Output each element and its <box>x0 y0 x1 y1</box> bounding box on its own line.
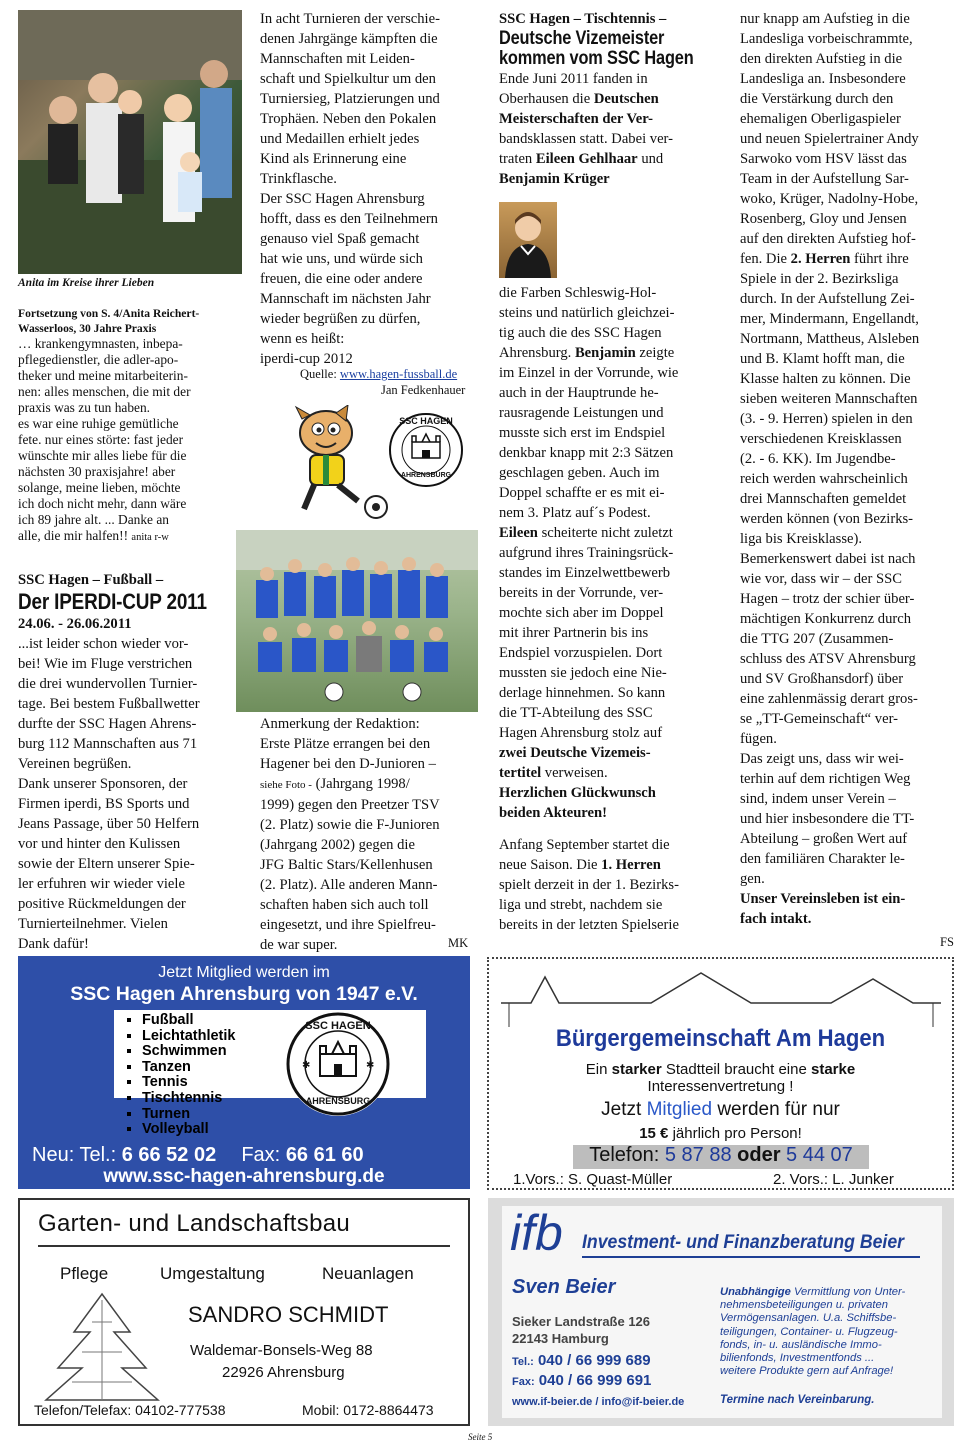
text-line: mer, Mindermann, Engellandt, <box>740 311 919 327</box>
text-line <box>720 1286 940 1299</box>
bg-line-3c: werden für nur <box>717 1099 840 1120</box>
text-line: mochte sich aber im Doppel <box>499 605 664 621</box>
text-line: nen: alles menschen, die mit der <box>18 384 191 399</box>
text-line: Hagen – trotz der schier über- <box>740 591 915 607</box>
text-line <box>499 743 729 763</box>
sport-item: ▪ Schwimmen <box>142 1044 235 1060</box>
text-line: wenn es heißt: <box>260 331 345 347</box>
ifb-fax <box>512 1372 651 1389</box>
inline-text: Eileen Gehlhaar <box>535 151 638 167</box>
bg-line-2: Interessenvertretung ! <box>647 1078 794 1095</box>
photo-caption: Anita im Kreise ihrer Lieben <box>18 277 155 289</box>
text-line: steins und natürlich gleichzei- <box>499 305 675 321</box>
svg-text:✱: ✱ <box>302 1060 311 1071</box>
text-line: fonds, in- u. ausländische Immo- <box>720 1338 882 1351</box>
continuation-body <box>18 336 248 546</box>
text-line: und hier insbesondere die TT- <box>740 811 915 827</box>
ifb-tel-label: Tel.: <box>512 1356 534 1368</box>
text-line: standes im Einzelwettbewerb <box>499 565 671 581</box>
sports-list <box>122 1013 235 1138</box>
ssc-membership-ad <box>18 956 470 1189</box>
text-line: Turniersieg, Platzierungen und <box>260 91 440 107</box>
roofline-drawing <box>501 969 941 1029</box>
tt-intro <box>499 69 724 189</box>
text-line: und neuen Spielertrainer Andy <box>740 131 919 147</box>
bg-line-4a: 15 € <box>639 1125 669 1142</box>
text-line: Dank unserer Sponsoren, der <box>18 776 188 792</box>
phone-label: Neu: Tel.: <box>32 1144 117 1166</box>
text-line: bandsklassen statt. Dabei ver- <box>499 131 673 147</box>
inline-text: Deutschen <box>593 91 659 107</box>
article-date: 24.06. - 26.06.2011 <box>18 616 132 632</box>
bg-phone-2: 5 44 07 <box>786 1144 853 1166</box>
source-link[interactable]: www.hagen-fussball.de <box>339 367 458 381</box>
text-line: teiligungen, Container- u. Flugzeug- <box>720 1325 898 1338</box>
tt-headline-1: Deutsche Vizemeister <box>499 28 665 49</box>
player-photo <box>499 202 557 278</box>
text-line: denen Jahrgänge kämpften die <box>260 31 438 47</box>
text-line: se „TT-Gemeinschaft“ ver- <box>740 711 899 727</box>
garten-ad <box>18 1198 470 1426</box>
text-line: Erste Plätze errangen bei den <box>260 736 431 752</box>
sport-item: ▪ Tischtennis <box>142 1091 235 1107</box>
bg-line-4b: jährlich pro Person! <box>672 1125 802 1142</box>
text-line: genauso viel Spaß gemacht <box>260 231 420 247</box>
inline-text: Unabhängige <box>720 1286 791 1298</box>
text-line: durch. In der Aufstellung Zei- <box>740 291 915 307</box>
text-line: Hagener bei den D-Junioren – <box>260 756 436 772</box>
text-line: Landesliga vorbeischrammte, <box>740 31 913 47</box>
text-line: mussten sie jedoch eine Nie- <box>499 665 667 681</box>
text-line: Endspiel vorzuspielen. Dort <box>499 645 663 661</box>
garten-city: 22926 Ahrensburg <box>222 1364 345 1381</box>
tt-body-continued <box>740 9 965 889</box>
inline-text: führt ihre <box>854 251 909 267</box>
text-line: die TTG 207 (Zusammen- <box>740 631 894 647</box>
text-line: eingesetzt, und ihre Spielfreu- <box>260 917 436 933</box>
text-line: derlage hinnehmen. So kann <box>499 685 666 701</box>
source-line <box>300 367 457 382</box>
bg-line-3 <box>489 1099 952 1121</box>
ifb-web[interactable]: www.if-beier.de / info@if-beier.de <box>512 1396 685 1408</box>
text-line: Rosenberg, Gloy und Jensen <box>740 211 907 227</box>
football-mascot-icon <box>276 405 388 525</box>
text-line: woko, Krüger, Nadolny-Hobe, <box>740 191 919 207</box>
text-line: liga und strebt, nachdem sie <box>499 897 663 913</box>
tt-sign: FS <box>940 935 954 949</box>
text-line: weitere Produkte gern auf Anfrage! <box>720 1365 894 1378</box>
article-headline: Der IPERDI-CUP 2011 <box>18 589 207 614</box>
inline-text: (Jahrgang 1998/ <box>315 776 410 792</box>
text-line: aufgrund ihres Trainingsrück- <box>499 545 674 561</box>
text-line: sowie der Eltern unserer Spie- <box>18 856 195 872</box>
inline-text: verweisen. <box>544 765 608 781</box>
bg-line-3b: Mitglied <box>646 1099 713 1120</box>
text-line: JFG Baltic Stars/Kellenhusen <box>260 857 433 873</box>
logo-text-bottom: AHRENSBURG <box>400 472 452 479</box>
tt-article-continued <box>740 9 965 929</box>
inline-text: 1. Herren <box>601 857 661 873</box>
group-photo-illustration <box>18 10 242 274</box>
text-line: eine zahlenmässig derart gros- <box>740 691 918 707</box>
text-line: den direkten Aufstieg in die <box>740 51 903 67</box>
tt-headline-2: kommen vom SSC Hagen <box>499 48 694 69</box>
text-line: hofft, dass es den Teilnehmern <box>260 211 438 227</box>
buergergemeinschaft-ad <box>487 957 954 1190</box>
text-line: Das zeigt uns, dass wir wei- <box>740 751 904 767</box>
bg-line-1 <box>489 1061 952 1078</box>
ad-line-1: Jetzt Mitglied werden im <box>158 964 330 981</box>
garten-service-2: Umgestaltung <box>160 1264 265 1283</box>
text-line: solange, meine lieben, möchte <box>18 480 181 495</box>
text-line: nächsten 30 praxisjahre! aber <box>18 464 176 479</box>
text-line: Ahrensburg. Benjamin zeigte <box>499 345 675 361</box>
text-line: 1999) gegen den Preetzer TSV <box>260 797 440 813</box>
ifb-description <box>720 1286 940 1378</box>
text-line: nem 3. Platz auf´s Podest. <box>499 505 651 521</box>
text-line: freuen, die eine oder andere <box>260 271 423 287</box>
tt-season <box>499 835 729 935</box>
text-line: Vereinen begrüßen. <box>18 756 132 772</box>
ad-logo-bottom: AHRENSBURG <box>305 1096 371 1106</box>
text-line: bei! Wie im Fluge verstrichen <box>18 656 193 672</box>
text-line: tig auch die des SSC Hagen <box>499 325 662 341</box>
ifb-city: 22143 Hamburg <box>512 1331 609 1346</box>
bg-line-1a: Ein <box>585 1061 608 1078</box>
inline-text: und <box>641 151 664 167</box>
garten-service-3: Neuanlagen <box>322 1264 414 1283</box>
text-line: wieder begrüßen zu dürfen, <box>260 311 421 327</box>
bg-phone <box>573 1144 869 1167</box>
text-line: tage. Bei bestem Fußballwetter <box>18 696 200 712</box>
text-line: und SV Großhansdorf) über <box>740 671 904 687</box>
ifb-name: Sven Beier <box>512 1276 616 1298</box>
text-line: nur knapp am Aufstieg in die <box>740 11 910 27</box>
inline-text: Benjamin <box>574 345 636 361</box>
ifb-termine: Termine nach Vereinbarung. <box>720 1394 875 1406</box>
sport-item: ▪ Tanzen <box>142 1060 235 1076</box>
ifb-fax-number: 040 / 66 999 691 <box>538 1372 652 1389</box>
text-line: Anfang September startet die <box>499 837 670 853</box>
inline-text: Vermittlung von Unter- <box>793 1286 906 1298</box>
text-line: die TT-Abteilung des SSC <box>499 705 653 721</box>
text-line: Vermögensanlagen. U.a. Schiffsbe- <box>720 1312 897 1325</box>
text-line: ...ist leider schon wieder vor- <box>18 636 189 652</box>
text-line: hat wie uns, und würde sich <box>260 251 423 267</box>
text-line: (Jahrgang 2002) gegen die <box>260 837 415 853</box>
text-line: theker und meine mitarbeiterin- <box>18 368 188 383</box>
bg-phone-oder: oder <box>737 1144 781 1166</box>
text-line: Sarwoko vom HSV lässt das <box>740 151 907 167</box>
article-author: Jan Fedkenhauer <box>381 383 466 397</box>
text-line: Dank dafür! <box>18 936 89 952</box>
text-line: schaften haben sich auch toll <box>260 897 429 913</box>
text-line <box>499 109 724 129</box>
sport-item: ▪ Fußball <box>142 1013 235 1029</box>
text-line: fügen. <box>740 731 777 747</box>
text-line: Mannschaften mit Leiden- <box>260 51 415 67</box>
text-line: spielt derzeit in der 1. Bezirks- <box>499 877 679 893</box>
text-line: den familiären Charakter le- <box>740 851 905 867</box>
text-line: Team in der Aufstellung Sar- <box>740 171 909 187</box>
text-line: Mannschaft im nächsten Jahr <box>260 291 431 307</box>
bg-line-1b: starker <box>611 1061 662 1078</box>
closing-2: fach intakt. <box>740 911 812 927</box>
text-line <box>499 169 724 189</box>
inline-text: 2. Herren <box>790 251 851 267</box>
congrats-2: beiden Akteuren! <box>499 805 607 821</box>
ifb-street: Sieker Landstraße 126 <box>512 1314 651 1329</box>
inline-text: zeigte <box>639 345 675 361</box>
text-line: Firmen iperdi, BS Sports und <box>18 796 190 812</box>
bg-vors-2: 2. Vors.: L. Junker <box>773 1171 894 1188</box>
text-line: Klasse halten zu können. Die <box>740 371 911 387</box>
text-line: burg 112 Mannschaften aus 71 <box>18 736 198 752</box>
text-line: Doppel schaffte er es mit ei- <box>499 485 665 501</box>
garten-name: SANDRO SCHMIDT <box>188 1302 389 1327</box>
text-line: drei Mannschaften gemeldet <box>740 491 907 507</box>
text-line: alle, die mir halfen!! anita r-w <box>18 528 169 543</box>
text-line: Jeans Passage, über 50 Helfern <box>18 816 200 832</box>
bg-phone-1: 5 87 88 <box>664 1144 732 1166</box>
article-kicker: SSC Hagen – Fußball – <box>18 572 164 588</box>
congrats-1: Herzlichen Glückwunsch <box>499 785 656 801</box>
text-line: und B. Klamt hofft man, die <box>740 351 905 367</box>
inline-text: zwei Deutsche Vizemeis- <box>499 745 651 761</box>
text-line: de war super. <box>260 937 338 953</box>
text-line: Der SSC Hagen Ahrensburg <box>260 191 425 207</box>
text-line: Kind als Erinnerung eine <box>260 151 407 167</box>
sport-item: ▪ Volleyball <box>142 1122 235 1138</box>
text-line: auf den direkten Aufstieg hof- <box>740 231 916 247</box>
text-line <box>499 763 729 783</box>
team-photo <box>236 530 478 712</box>
text-line: sind, indem unser Verein – <box>740 791 896 807</box>
article-body <box>18 634 253 954</box>
tt-article <box>499 9 724 189</box>
text-line: (2. Platz) sowie die F-Junioren <box>260 817 440 833</box>
text-line: mächtigen Konkurrenz durch <box>740 611 912 627</box>
garten-tel: Telefon/Telefax: 04102-777538 <box>34 1402 226 1418</box>
continuation-article <box>18 306 248 546</box>
text-line: vor und hinter den Kulissen <box>18 836 181 852</box>
text-line: die Farben Schleswig-Hol- <box>499 285 657 301</box>
text-line: ehemaligen Oberligaspieler <box>740 111 901 127</box>
text-line: Abteilung – großen Wert auf <box>740 831 908 847</box>
text-line: wünschte mir alles liebe für die <box>18 448 187 463</box>
iperdi-article-continued <box>260 9 485 369</box>
text-line: ich doch nicht mehr, dann wäre <box>18 496 187 511</box>
ad-line-2: SSC Hagen Ahrensburg von 1947 e.V. <box>70 983 418 1005</box>
ad-website[interactable]: www.ssc-hagen-ahrensburg.de <box>103 1166 385 1187</box>
text-line: pflegedienstler, die adler-apo- <box>18 352 179 367</box>
text-line: fen. Die 2. Herren führt ihre <box>740 251 909 267</box>
text-line: Turnierteilnehmer. Vielen <box>18 916 168 932</box>
text-line: (2. - 6. KK). Im Jugendbe- <box>740 451 896 467</box>
text-line: im Einzel in der Vorrunde, wie <box>499 365 679 381</box>
text-line: die Verstärkung durch den <box>740 91 894 107</box>
text-line: verschiedenen Kreisklassen <box>740 431 902 447</box>
text-line: Anmerkung der Redaktion: <box>260 716 420 732</box>
text-line: ler erfuhren wir wieder viele <box>18 876 185 892</box>
text-line: mit ihrer Partnerin bis ins <box>499 625 649 641</box>
iperdi-article <box>18 570 253 954</box>
sport-item: ▪ Leichtathletik <box>142 1029 235 1045</box>
text-line: Nortmann, Mattheus, Alsleben <box>740 331 920 347</box>
ifb-tel <box>512 1352 651 1369</box>
text-line: schluss des ATSV Ahrensburg <box>740 651 916 667</box>
ad-logo-top: SSC HAGEN <box>305 1020 371 1032</box>
continuation-title: Fortsetzung von S. 4/Anita Reichert-Wasserloos, 30 Jahre Praxis <box>18 307 200 335</box>
bg-line-1d: starke <box>810 1061 856 1078</box>
text-line: wie vor, dass wir – der SSC <box>740 571 902 587</box>
text-line: die drei wundervollen Turnier- <box>18 676 198 692</box>
editor-sign: MK <box>448 936 469 950</box>
article-body-continued <box>260 9 485 369</box>
editor-note-body <box>260 714 485 955</box>
text-line: bilienfonds, Investmentfonds ... <box>720 1352 875 1365</box>
text-line: bereits in der letzten Spielserie <box>499 917 679 933</box>
text-line: fete. nur eines störte: fast jeder <box>18 432 184 447</box>
ifb-logo: ifb <box>510 1205 563 1261</box>
text-line: und Medaillen erhielt jedes <box>260 131 420 147</box>
text-line: musste sich erst im Endspiel <box>499 425 666 441</box>
text-line: geschlagen geben. Auch im <box>499 465 660 481</box>
text-line: traten Eileen Gehlhaar und <box>499 151 664 167</box>
garten-service-1: Pflege <box>60 1264 109 1283</box>
text-line: nehmensbeteiligungen u. privaten <box>720 1299 888 1312</box>
garten-rule <box>38 1245 450 1247</box>
garten-title: Garten- und Landschaftsbau <box>38 1210 351 1237</box>
phone-number: 6 66 52 02 <box>121 1144 217 1166</box>
sport-item: ▪ Turnen <box>142 1107 235 1123</box>
text-line: denkbar knapp mit 2:3 Sätzen <box>499 445 674 461</box>
text-line: … krankengymnasten, inbepa- <box>18 336 183 351</box>
bg-phone-label: Telefon: <box>589 1144 660 1166</box>
bg-line-3a: Jetzt <box>601 1099 642 1120</box>
ifb-rule <box>582 1256 920 1258</box>
text-line: reich werden wahrscheinlich <box>740 471 908 487</box>
inline-text: tertitel <box>499 765 542 781</box>
text-line <box>260 774 485 795</box>
text-line: Landesliga an. Insbesondere <box>740 71 906 87</box>
mascot-illustration <box>276 405 388 525</box>
text-line: auch in der Hauptrunde he- <box>499 385 659 401</box>
inline-text: Benjamin Krüger <box>499 171 610 187</box>
text-line: terhin auf dem richtigen Weg <box>740 771 911 787</box>
text-line: es war eine ruhige gemütliche <box>18 416 179 431</box>
text-line: Trophäen. Neben den Pokalen <box>260 111 437 127</box>
text-line <box>499 523 729 543</box>
text-line: werden können (von Bezirks- <box>740 511 914 527</box>
page-number: Seite 5 <box>468 1432 493 1442</box>
text-line: durfte der SSC Hagen Ahrens- <box>18 716 197 732</box>
inline-text: anita r-w <box>131 532 169 543</box>
tt-body <box>499 283 729 783</box>
text-line: Spiele in der 2. Bezirksliga <box>740 271 899 287</box>
ad-contact <box>32 1144 462 1167</box>
text-line: neue Saison. Die 1. Herren <box>499 857 661 873</box>
ad-club-logo <box>286 1012 390 1116</box>
text-line: sieben weiteren Mannschaften <box>740 391 918 407</box>
ifb-tel-number: 040 / 66 999 689 <box>537 1352 651 1369</box>
inline-text: Meisterschaften der Ver- <box>499 111 653 127</box>
text-line: Trinkflasche. <box>260 171 337 187</box>
fax-number: 66 61 60 <box>285 1144 364 1166</box>
inline-text: scheiterte nicht zuletzt <box>541 525 673 541</box>
text-line: ich 89 jahre alt. ... Danke an <box>18 512 169 527</box>
anita-photo <box>18 10 242 274</box>
fax-label: Fax: <box>241 1144 281 1166</box>
garten-mobil: Mobil: 0172-8864473 <box>302 1402 434 1418</box>
text-line: schaft und Spielkultur um den <box>260 71 436 87</box>
ssc-hagen-logo <box>388 412 464 488</box>
tt-article-body <box>499 283 729 935</box>
text-line: (2. Platz). Alle anderen Mann- <box>260 877 438 893</box>
text-line: gen. <box>740 871 765 887</box>
inline-text: Eileen <box>499 525 538 541</box>
logo-text-top: SSC HAGEN <box>399 416 453 426</box>
text-line: Ende Juni 2011 fanden in <box>499 71 648 87</box>
sport-item: ▪ Tennis <box>142 1075 235 1091</box>
text-line: Hagen Ahrensburg stolz auf <box>499 725 663 741</box>
text-line: In acht Turnieren der verschie- <box>260 11 440 27</box>
ifb-ad <box>488 1198 954 1426</box>
bg-title: Bürgergemeinschaft Am Hagen <box>555 1025 886 1052</box>
text-line: liga bis Kreisklasse). <box>740 531 862 547</box>
text-line: rausragende Leistungen und <box>499 405 664 421</box>
player-photo-illustration <box>499 202 557 278</box>
text-line: bereits in der Vorrunde, ver- <box>499 585 664 601</box>
closing-1: Unser Vereinsleben ist ein- <box>740 891 906 907</box>
text-line: iperdi-cup 2012 <box>260 351 353 367</box>
text-line: praxis was zu tun haben. <box>18 400 151 415</box>
bg-vors-1: 1.Vors.: S. Quast-Müller <box>513 1171 673 1188</box>
bg-line-4 <box>489 1125 952 1142</box>
sports-list-wrap <box>122 1013 235 1138</box>
ifb-title: Investment- und Finanzberatung Beier <box>582 1232 905 1253</box>
bg-line-1c: Stadtteil braucht eine <box>665 1061 807 1078</box>
text-line: positive Rückmeldungen der <box>18 896 186 912</box>
garten-street: Waldemar-Bonsels-Weg 88 <box>190 1342 373 1359</box>
team-photo-illustration <box>236 530 478 712</box>
fir-tree-icon <box>42 1292 162 1402</box>
svg-text:✱: ✱ <box>366 1060 375 1071</box>
text-line: Oberhausen die Deutschen <box>499 91 659 107</box>
text-line: (3. - 9. Herren) spielen in den <box>740 411 913 427</box>
source-label: Quelle: <box>300 367 337 381</box>
ifb-fax-label: Fax: <box>512 1376 535 1388</box>
tt-kicker: SSC Hagen – Tischtennis – <box>499 11 667 27</box>
inline-text: siehe Foto - <box>260 779 312 791</box>
text-line: Bemerkenswert dabei ist nach <box>740 551 916 567</box>
editor-note <box>260 714 485 955</box>
